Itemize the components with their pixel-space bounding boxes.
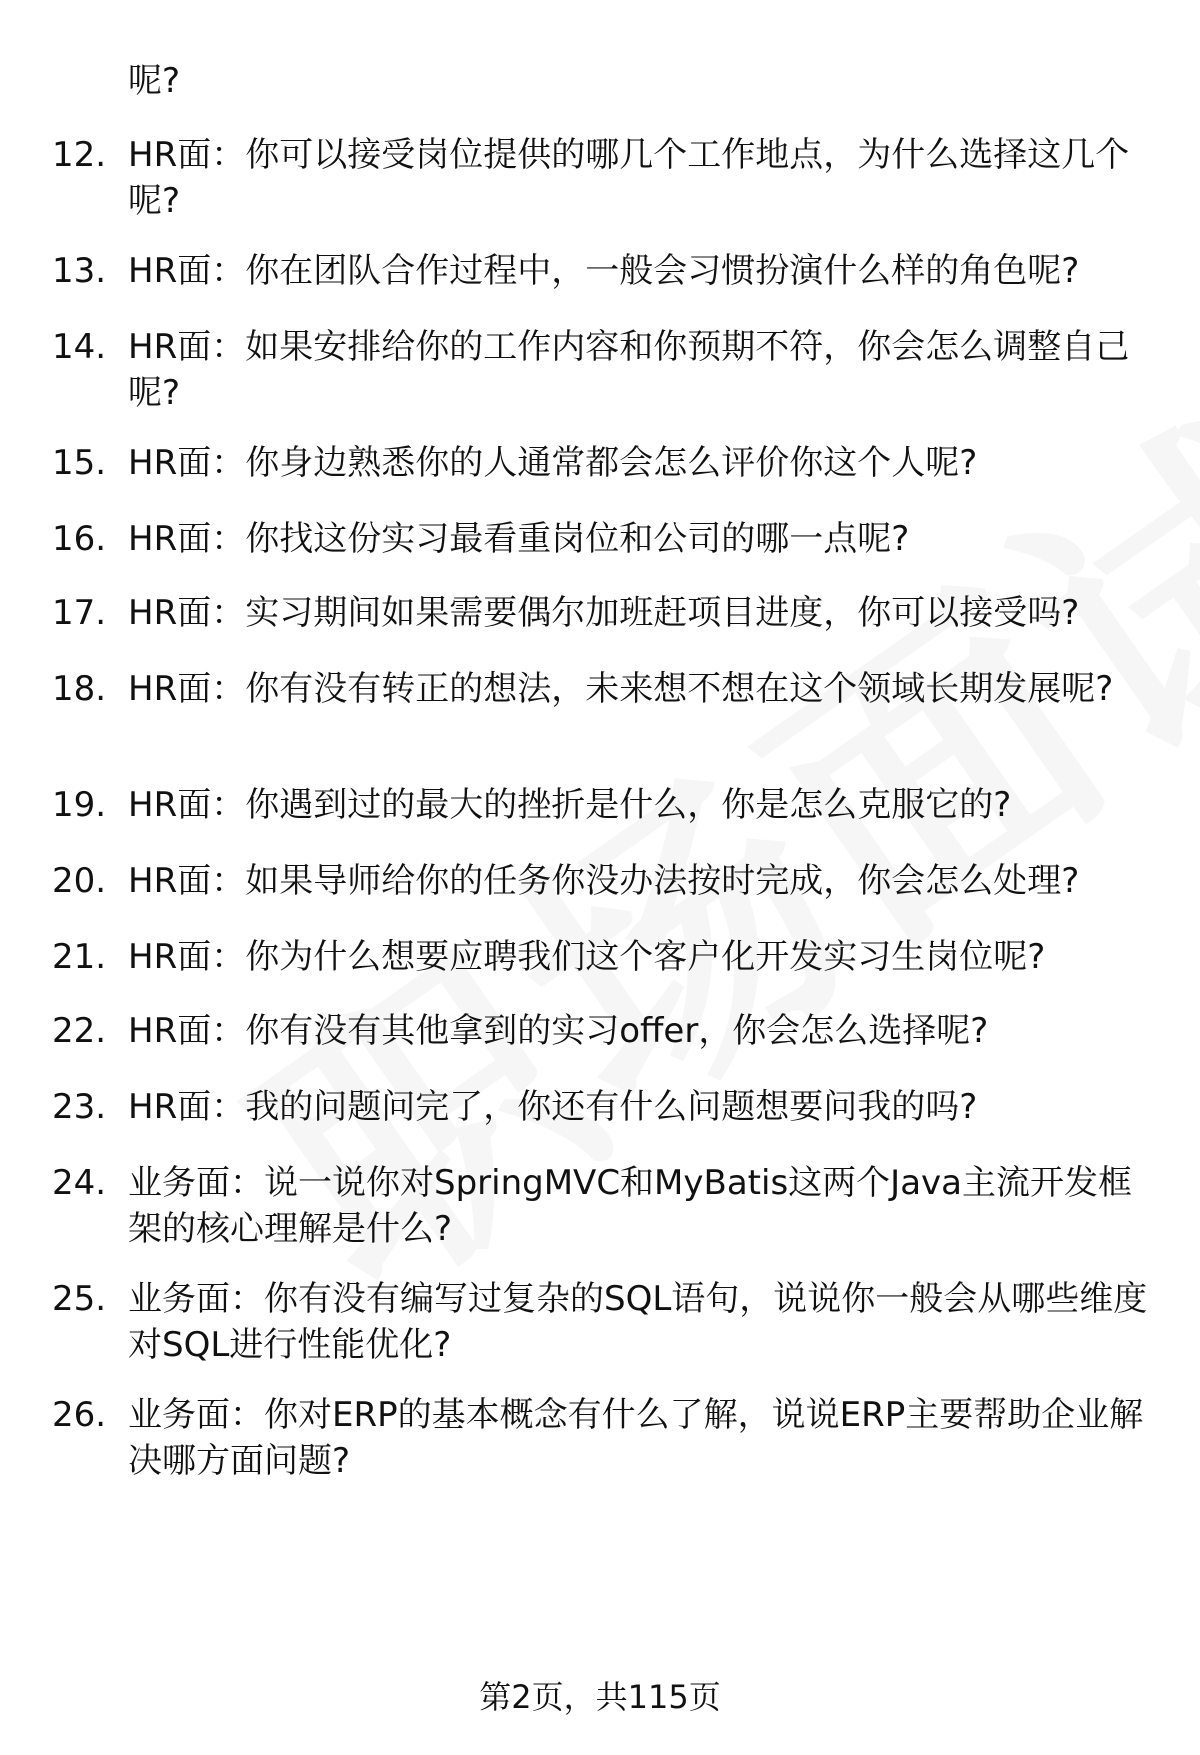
question-text: 业务面：你有没有编写过复杂的SQL语句，说说你一般会从哪些维度对SQL进行性能优化? (128, 1279, 1148, 1365)
continuation-text: 呢? (128, 61, 181, 101)
question-number: 17. (52, 593, 107, 633)
question-number: 16. (52, 519, 107, 559)
question-text: HR面：你在团队合作过程中，一般会习惯扮演什么样的角色呢? (128, 251, 1080, 291)
question-text: 业务面：你对ERP的基本概念有什么了解，说说ERP主要帮助企业解决哪方面问题? (128, 1395, 1144, 1481)
question-number: 19. (52, 785, 107, 825)
question-number: 24. (52, 1163, 107, 1203)
question-number: 25. (52, 1279, 107, 1319)
question-number: 12. (52, 135, 107, 175)
question-text: 业务面：说一说你对SpringMVC和MyBatis这两个Java主流开发框架的核心理解是什么? (128, 1163, 1132, 1249)
page-footer: 第2页，共115页 (479, 1678, 721, 1716)
question-text: HR面：实习期间如果需要偶尔加班赶项目进度，你可以接受吗? (128, 593, 1080, 633)
question-number: 23. (52, 1087, 107, 1127)
question-text: HR面：你为什么想要应聘我们这个客户化开发实习生岗位呢? (128, 937, 1046, 977)
question-number: 18. (52, 669, 107, 709)
question-text: HR面：你找这份实习最看重岗位和公司的哪一点呢? (128, 519, 910, 559)
question-number: 20. (52, 861, 107, 901)
question-text: HR面：你身边熟悉你的人通常都会怎么评价你这个人呢? (128, 443, 978, 483)
question-text: HR面：你可以接受岗位提供的哪几个工作地点，为什么选择这几个呢? (128, 135, 1130, 221)
question-number: 21. (52, 937, 107, 977)
question-text: HR面：你有没有转正的想法，未来想不想在这个领域长期发展呢? (128, 669, 1114, 709)
question-text: HR面：如果导师给你的任务你没办法按时完成，你会怎么处理? (128, 861, 1080, 901)
question-number: 14. (52, 327, 107, 367)
question-text: HR面：你有没有其他拿到的实习offer，你会怎么选择呢? (128, 1011, 989, 1051)
question-text: HR面：你遇到过的最大的挫折是什么，你是怎么克服它的? (128, 785, 1012, 825)
question-number: 15. (52, 443, 107, 483)
question-number: 22. (52, 1011, 107, 1051)
question-number: 13. (52, 251, 107, 291)
question-number: 26. (52, 1395, 107, 1435)
question-text: HR面：我的问题问完了，你还有什么问题想要问我的吗? (128, 1087, 978, 1127)
question-text: HR面：如果安排给你的工作内容和你预期不符，你会怎么调整自己呢? (128, 327, 1130, 413)
